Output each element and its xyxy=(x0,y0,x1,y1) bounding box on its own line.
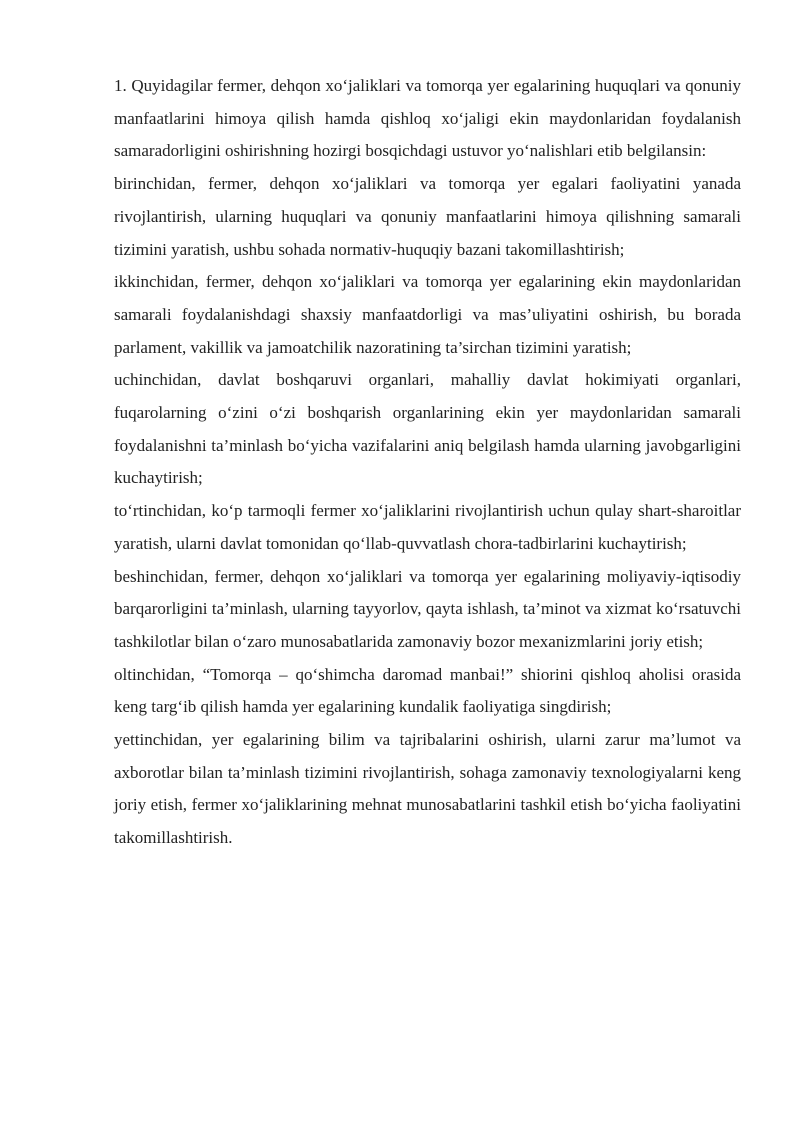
document-body xyxy=(114,70,741,855)
paragraph-first: birinchidan, fermer, dehqon xo‘jaliklari va tomorqa yer egalari faoliyatini yanada rivojlantirish, ularning huquqlari va qonuniy manfaatlarini himoya qilishning samarali tizimini yaratish, ushbu sohada normativ-huquqiy bazani takomillashtirish; xyxy=(114,174,741,259)
paragraph-sixth: oltinchidan, “Tomorqa – qo‘shimcha daromad manbai!” shiorini qishloq aholisi orasida keng targ‘ib qilish hamda yer egalarining kundalik faoliyatiga singdirish; xyxy=(114,664,741,717)
paragraph-intro: 1. Quyidagilar fermer, dehqon xo‘jaliklari va tomorqa yer egalarining huquqlari va qonuniy manfaatlarini himoya qilish hamda qishloq xo‘jaligi ekin maydonlaridan foydalanish samaradorligini oshirishning hozirgi bosqichdagi ustuvor yo‘nalishlari etib belgilansin: xyxy=(114,76,741,161)
paragraph-third: uchinchidan, davlat boshqaruvi organlari, mahalliy davlat hokimiyati organlari, fuqarolarning o‘zini o‘zi boshqarish organlarining ekin yer maydonlaridan samarali foydalanishni ta’minlash bo‘yicha vazifalarini aniq belgilash hamda ularning javobgarligini kuchaytirish; xyxy=(114,370,741,488)
paragraph-fifth: beshinchidan, fermer, dehqon xo‘jaliklari va tomorqa yer egalarining moliyaviy-iqtisodiy barqarorligini ta’minlash, ularning tayyorlov, qayta ishlash, ta’minot va xizmat ko‘rsatuvchi tashkilotlar bilan o‘zaro munosabatlarida zamonaviy bozor mexanizmlarini joriy etish; xyxy=(114,566,741,651)
paragraph-fourth: to‘rtinchidan, ko‘p tarmoqli fermer xo‘jaliklarini rivojlantirish uchun qulay shart-sharoitlar yaratish, ularni davlat tomonidan qo‘llab-quvvatlash chora-tadbirlarini kuchaytirish; xyxy=(114,501,741,553)
paragraph-second: ikkinchidan, fermer, dehqon xo‘jaliklari va tomorqa yer egalarining ekin maydonlaridan samarali foydalanishdagi shaxsiy manfaatdorligi va mas’uliyatini oshirish, bu borada parlament, vakillik va jamoatchilik nazoratining ta’sirchan tizimini yaratish; xyxy=(114,272,741,357)
paragraph-seventh: yettinchidan, yer egalarining bilim va tajribalarini oshirish, ularni zarur ma’lumot va axborotlar bilan ta’minlash tizimini rivojlantirish, sohaga zamonaviy texnologiyalarni keng joriy etish, fermer xo‘jaliklarining mehnat munosabatlarini tashkil etish bo‘yicha faoliyatini takomillashtirish. xyxy=(114,730,741,848)
